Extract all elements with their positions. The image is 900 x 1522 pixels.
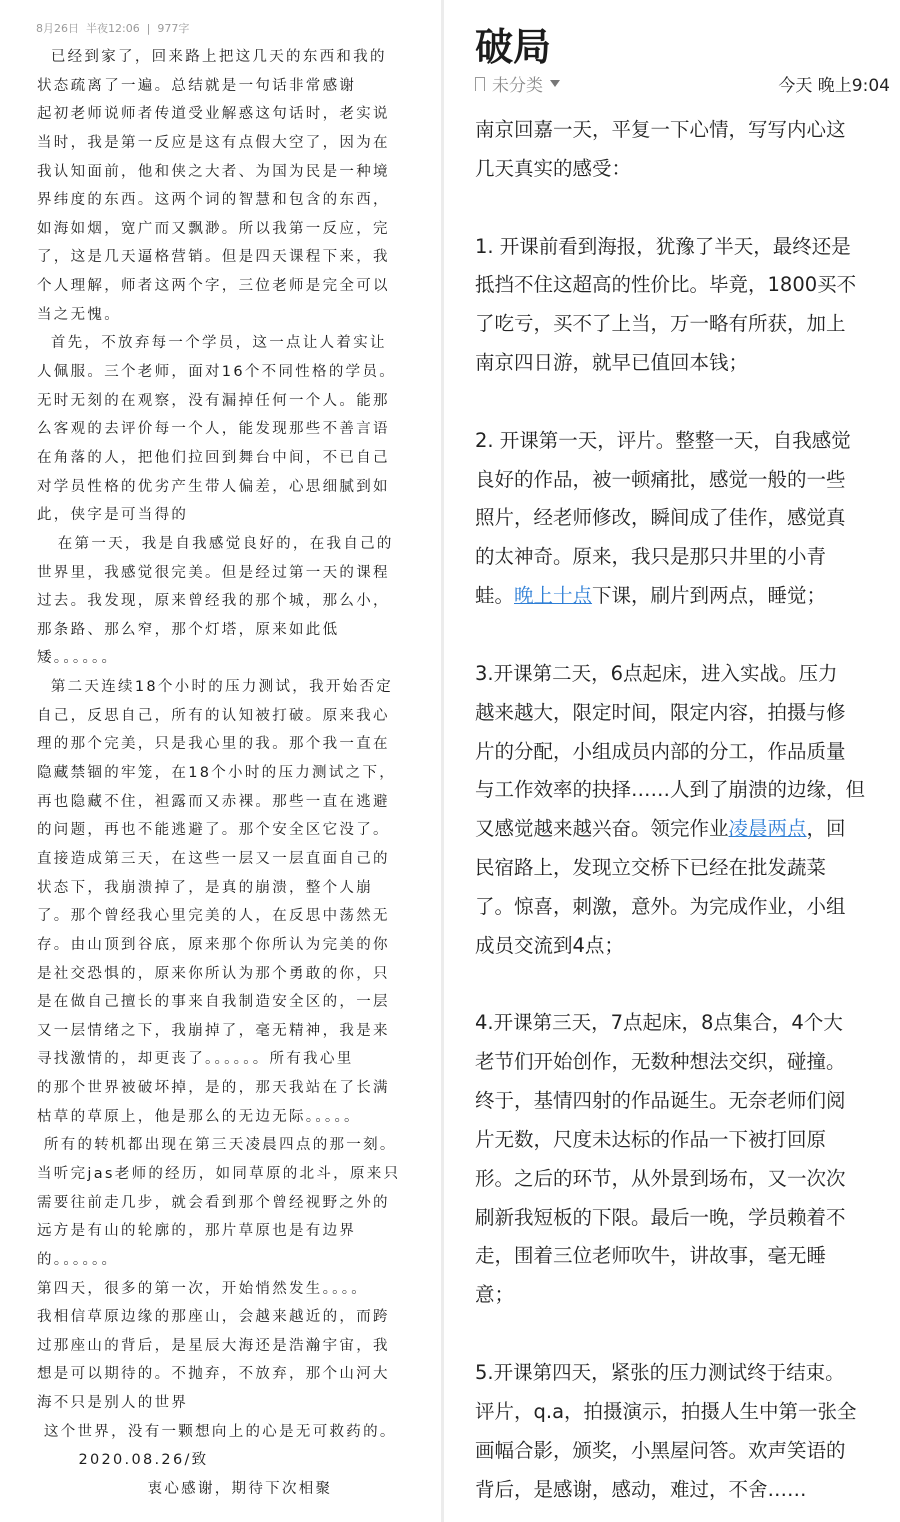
text-segment: 几天真实的感受： <box>475 156 632 180</box>
text-segment: 又感觉越来越兴奋。领完作业 <box>475 817 729 841</box>
text-line <box>475 733 895 772</box>
text-line: 是在做自己擅长的事来自我制造安全区的，一层 <box>37 994 390 1011</box>
text-line <box>475 228 895 267</box>
text-line: 矮。。。。。。 <box>37 650 119 667</box>
text-segment: 的太神奇。原来，我只是那只井里的小青 <box>475 545 827 569</box>
text-line: 2020.08.26/致 <box>37 1452 209 1469</box>
text-line <box>475 305 895 344</box>
text-line: 过那座山的背后，是星辰大海还是浩瀚宇宙，我 <box>37 1337 390 1354</box>
text-line <box>475 538 895 577</box>
text-line <box>475 1354 895 1393</box>
text-line: 世界里，我感觉很完美。但是经过第一天的课程 <box>37 564 390 581</box>
text-segment: 民宿路上，发现立交桥下已经在批发蔬菜 <box>475 856 827 880</box>
text-segment: 与工作效率的抉择……人到了崩溃的边缘，但 <box>475 778 866 802</box>
blank-line <box>475 966 895 1005</box>
text-line: 我相信草原边缘的那座山，会越来越近的，而跨 <box>37 1309 390 1326</box>
text-line <box>475 694 895 733</box>
caret-down-icon <box>550 80 560 87</box>
text-segment: 南京回嘉一天，平复一下心情，写写内心这 <box>475 118 846 141</box>
text-line: 第四天，很多的第一次，开始悄然发生。。。。 <box>37 1280 369 1297</box>
bookmark-icon <box>475 77 485 91</box>
text-line: 第二天连续18个小时的压力测试，我开始否定 <box>37 679 394 696</box>
text-line: 人佩服。三个老师，面对16个不同性格的学员。 <box>37 364 397 381</box>
text-line <box>475 1393 895 1432</box>
text-line: 这个世界，没有一颗想向上的心是无可救药的。 <box>37 1423 397 1440</box>
text-segment: 终于，基情四射的作品诞生。无奈老师们阅 <box>475 1089 846 1113</box>
text-line <box>475 1004 895 1043</box>
blank-line <box>475 383 895 422</box>
note-timestamp: 今天 晚上9:04 <box>778 76 890 96</box>
text-segment: 1. 开课前看到海报，犹豫了半天，最终还是 <box>475 234 851 258</box>
text-line <box>475 888 895 927</box>
blank-line <box>475 189 895 228</box>
text-line <box>475 1160 895 1199</box>
text-segment: 形。之后的环节，从外景到场布，又一次次 <box>475 1166 846 1190</box>
left-note-screenshot <box>0 0 441 1522</box>
text-line <box>475 1276 895 1315</box>
text-line: 起初老师说师者传道受业解惑这句话时，老实说 <box>37 106 390 123</box>
text-line <box>475 422 895 461</box>
note-meta: 8月26日 半夜12:06 | 977字 <box>36 22 190 35</box>
text-line: 个人理解，师者这两个字，三位老师是完全可以 <box>37 278 390 295</box>
text-segment: 2. 开课第一天，评片。整整一天，自我感觉 <box>475 428 851 452</box>
text-line: 当之无愧。 <box>37 306 121 323</box>
text-segment: 片的分配，小组成员内部的分工，作品质量 <box>475 739 846 763</box>
text-line: 所有的转机都出现在第三天凌晨四点的那一刻。 <box>37 1137 397 1154</box>
text-segment: 抵挡不住这超高的性价比。毕竟，1800买不 <box>475 273 857 297</box>
text-line: 么客观的去评价每一个人，能发现那些不善言语 <box>37 421 390 438</box>
text-line <box>475 1199 895 1238</box>
text-segment: 走，围着三位老师吹牛，讲故事，毫无睡 <box>475 1244 827 1268</box>
text-line: 如海如烟，宽广而又飘渺。所以我第一反应，完 <box>37 220 390 237</box>
text-line <box>475 655 895 694</box>
text-segment: 了吃亏，买不了上当，万一略有所获，加上 <box>475 312 846 336</box>
text-line: 状态下，我崩溃掉了，是真的崩溃，整个人崩 <box>37 879 373 896</box>
time-link[interactable]: 晚上十点 <box>514 584 593 608</box>
text-segment: ，回 <box>806 817 846 841</box>
text-line: 当听完jas老师的经历，如同草原的北斗，原来只 <box>37 1165 401 1182</box>
text-line <box>475 1432 895 1471</box>
text-line <box>475 1237 895 1276</box>
text-line: 过去。我发现，原来曾经我的那个城，那么小， <box>37 593 390 610</box>
text-line: 状态疏离了一遍。总结就是一句话非常感谢 <box>37 77 357 94</box>
right-note-screenshot <box>444 0 900 1522</box>
text-line: 那条路、那么窄，那个灯塔，原来如此低 <box>37 621 340 638</box>
text-segment: 成员交流到4点； <box>475 933 624 957</box>
text-line: 存。由山顶到谷底，原来那个你所认为完美的你 <box>37 936 390 953</box>
text-line: 的那个世界被破坏掉，是的，那天我站在了长满 <box>37 1080 390 1097</box>
time-link[interactable]: 凌晨两点 <box>728 817 807 841</box>
text-segment: 老节们开始创作，无数种想法交织，碰撞。 <box>475 1050 846 1074</box>
text-segment: 5.开课第四天，紧张的压力测试终于结束。 <box>475 1361 845 1384</box>
text-line: 对学员性格的优劣产生带人偏差，心思细腻到如 <box>37 478 390 495</box>
text-segment: 4.开课第三天，7点起床，8点集合，4个大 <box>475 1011 843 1035</box>
text-line: 又一层情绪之下，我崩掉了，毫无精神，我是来 <box>37 1022 390 1039</box>
text-segment: 南京四日游，就早已值回本钱； <box>475 351 749 375</box>
text-line <box>475 150 895 189</box>
text-line: 了。那个曾经我心里完美的人，在反思中荡然无 <box>37 908 390 925</box>
note-body[interactable] <box>37 43 437 1504</box>
text-line: 已经到家了，回来路上把这几天的东西和我的 <box>37 49 387 65</box>
text-line: 界纬度的东西。这两个词的智慧和包含的东西， <box>37 192 390 209</box>
text-line: 理的那个完美，只是我心里的我。那个我一直在 <box>37 736 390 753</box>
text-segment: 下课，刷片到两点，睡觉； <box>592 584 827 608</box>
blank-line <box>475 1315 895 1354</box>
text-line <box>475 111 895 150</box>
text-line: 海不只是别人的世界 <box>37 1395 189 1412</box>
text-segment: 意； <box>475 1283 515 1307</box>
text-line <box>475 1043 895 1082</box>
text-line: 在角落的人，把他们拉回到舞台中间，不已自己 <box>37 449 390 466</box>
text-line: 直接造成第三天，在这些一层又一层直面自己的 <box>37 850 390 867</box>
text-line <box>475 344 895 383</box>
text-line: 是社交恐惧的，原来你所认为那个勇敢的你，只 <box>37 965 390 982</box>
text-line: 想是可以期待的。不抛弃，不放弃，那个山河大 <box>37 1366 390 1383</box>
text-line: 寻找激情的，却更丧了。。。。。。所有我心里 <box>37 1051 354 1068</box>
text-segment: 评片，q.a，拍摄演示，拍摄人生中第一张全 <box>475 1399 857 1423</box>
text-line: 远方是有山的轮廓的，那片草原也是有边界 <box>37 1223 357 1240</box>
text-line: 首先，不放弃每一个学员，这一点让人着实让 <box>37 335 387 352</box>
text-line: 当时，我是第一反应是这有点假大空了，因为在 <box>37 134 390 151</box>
text-segment: 片无数，尺度未达标的作品一下被打回原 <box>475 1127 827 1151</box>
text-line <box>475 1082 895 1121</box>
text-line <box>475 927 895 966</box>
category-dropdown[interactable] <box>475 71 560 96</box>
text-line <box>475 1121 895 1160</box>
text-line: 需要往前走几步，就会看到那个曾经视野之外的 <box>37 1194 390 1211</box>
text-line: 衷心感谢，期待下次相聚 <box>37 1481 333 1498</box>
text-line: 了，这是几天逼格营销。但是四天课程下来，我 <box>37 249 390 266</box>
text-segment: 照片，经老师修改，瞬间成了佳作，感觉真 <box>475 506 846 530</box>
text-line <box>475 266 895 305</box>
note-title[interactable]: 破局 <box>475 25 552 69</box>
text-line: 再也隐藏不住，袒露而又赤裸。那些一直在逃避 <box>37 793 390 810</box>
category-label: 未分类 <box>492 76 543 96</box>
text-line: 的。。。。。。 <box>37 1251 119 1268</box>
text-line <box>475 461 895 500</box>
text-line: 我认知面前，他和侠之大者、为国为民是一种境 <box>37 163 390 180</box>
text-segment: 越来越大，限定时间，限定内容，拍摄与修 <box>475 700 846 724</box>
text-segment: 3.开课第二天，6点起床，进入实战。压力 <box>475 661 838 685</box>
text-segment: 良好的作品，被一顿痛批，感觉一般的一些 <box>475 467 846 491</box>
text-segment: 了。惊喜，刺激，意外。为完成作业，小组 <box>475 894 846 918</box>
text-line: 此，侠字是可当得的 <box>37 507 189 524</box>
text-line: 隐藏禁锢的牢笼，在18个小时的压力测试之下， <box>37 765 397 782</box>
text-line <box>475 810 895 849</box>
text-line <box>475 1471 895 1510</box>
text-line <box>475 771 895 810</box>
note-body[interactable] <box>475 111 895 1509</box>
text-segment: 蛙。 <box>475 584 515 608</box>
text-line: 的问题，再也不能逃避了。那个安全区它没了。 <box>37 822 390 839</box>
text-line: 枯草的草原上，他是那么的无边无际。。。。。 <box>37 1108 361 1125</box>
text-segment: 背后，是感谢，感动，难过，不舍…… <box>475 1477 807 1501</box>
text-segment: 画幅合影，颁奖，小黑屋问答。欢声笑语的 <box>475 1438 846 1462</box>
text-line: 自己，反思自己，所有的认知被打破。原来我心 <box>37 707 390 724</box>
text-line <box>475 849 895 888</box>
text-line <box>475 499 895 538</box>
text-segment: 刷新我短板的下限。最后一晚，学员赖着不 <box>475 1205 846 1229</box>
blank-line <box>475 616 895 655</box>
text-line <box>475 577 895 616</box>
text-line: 无时无刻的在观察，没有漏掉任何一个人。能那 <box>37 392 390 409</box>
text-line: 在第一天，我是自我感觉良好的，在我自己的 <box>37 535 394 552</box>
